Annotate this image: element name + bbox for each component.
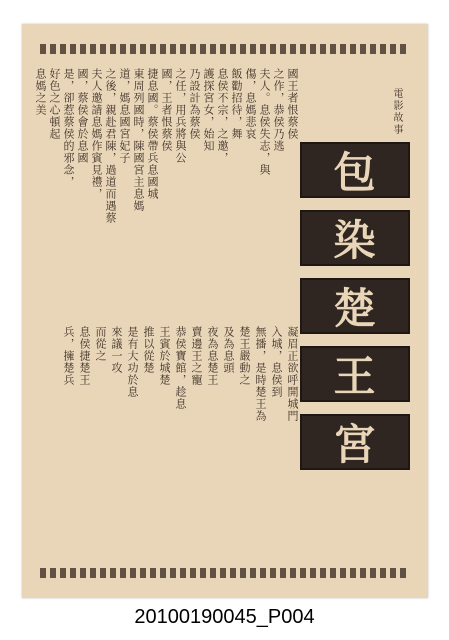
bottom-ornament-border	[40, 568, 410, 578]
top-text-column: 捷息國。蔡侯帶兵息國城	[146, 68, 159, 200]
bottom-text-column: 凝眉正欲呼開城門	[286, 326, 299, 422]
top-text-column: 之作，恭侯乃逃	[272, 68, 285, 152]
image-caption: 20100190045_P004	[134, 606, 315, 628]
top-text-column: 夫人。息侯失志，與	[258, 68, 271, 176]
top-text-column: 夫人邀請息媽作賓見禮，	[90, 68, 103, 200]
top-text-column: 息媽之美	[34, 68, 47, 116]
top-text-column: 之任，用兵將與公	[174, 68, 187, 164]
top-text-column: 乃設計為蔡侯	[188, 68, 201, 140]
bottom-text-column: 楚王嚴動之	[238, 326, 251, 386]
top-text-column: 飯勸招待，舞	[230, 68, 243, 140]
bottom-text-column: 恭侯寶館，趁息	[174, 326, 187, 410]
top-text-column: 傷，息媽悲哀	[244, 68, 257, 140]
title-block	[300, 142, 410, 470]
top-text-column: 是，卻惹蔡侯的邪念，	[62, 68, 75, 188]
bottom-text-column: 賣邊王之寵	[190, 326, 203, 386]
top-text-column: 國王者恨蔡侯	[286, 68, 299, 140]
bottom-text-column: 夜為息楚王	[206, 326, 219, 386]
bottom-text-column: 入城，息侯到	[270, 326, 283, 398]
top-text-column: 國，蔡侯會於息國	[76, 68, 89, 164]
title-char-3: 楚	[300, 278, 410, 334]
top-text-column: 息侯不宗，之邀，	[216, 68, 229, 164]
bottom-text-column: 息侯捷楚王	[78, 326, 91, 386]
top-text-column: 護探宮女，始知	[202, 68, 215, 152]
bottom-text-column: 來議一攻	[110, 326, 123, 374]
top-text-column: 道，媽息國宮妃子	[118, 68, 131, 164]
top-text-column: 國，王者恨蔡侯	[160, 68, 173, 152]
document-page	[22, 24, 428, 598]
top-text-column: 好色之心頓起	[48, 68, 61, 140]
bottom-text-column: 是有大功於息	[126, 326, 139, 398]
bottom-text-column: 兵，擁楚兵	[62, 326, 75, 386]
bottom-text-column: 推以從楚	[142, 326, 155, 374]
title-char-2: 染	[300, 210, 410, 266]
bottom-text-column: 無播，是時楚王為	[254, 326, 267, 422]
title-char-5: 宮	[300, 414, 410, 470]
title-char-1: 包	[300, 142, 410, 198]
bottom-text-column: 而從之	[94, 326, 107, 362]
top-ornament-border	[40, 44, 410, 54]
title-char-4: 王	[300, 346, 410, 402]
top-text-column: 之後，親赴君陳，過道而遇蔡	[104, 68, 117, 224]
top-text-column: 東周列國時，陳國宮主息媽	[132, 68, 145, 212]
column-label: 電影故事	[391, 88, 402, 136]
bottom-text-column: 王賓於城楚	[158, 326, 171, 386]
bottom-text-column: 及為息頭	[222, 326, 235, 374]
